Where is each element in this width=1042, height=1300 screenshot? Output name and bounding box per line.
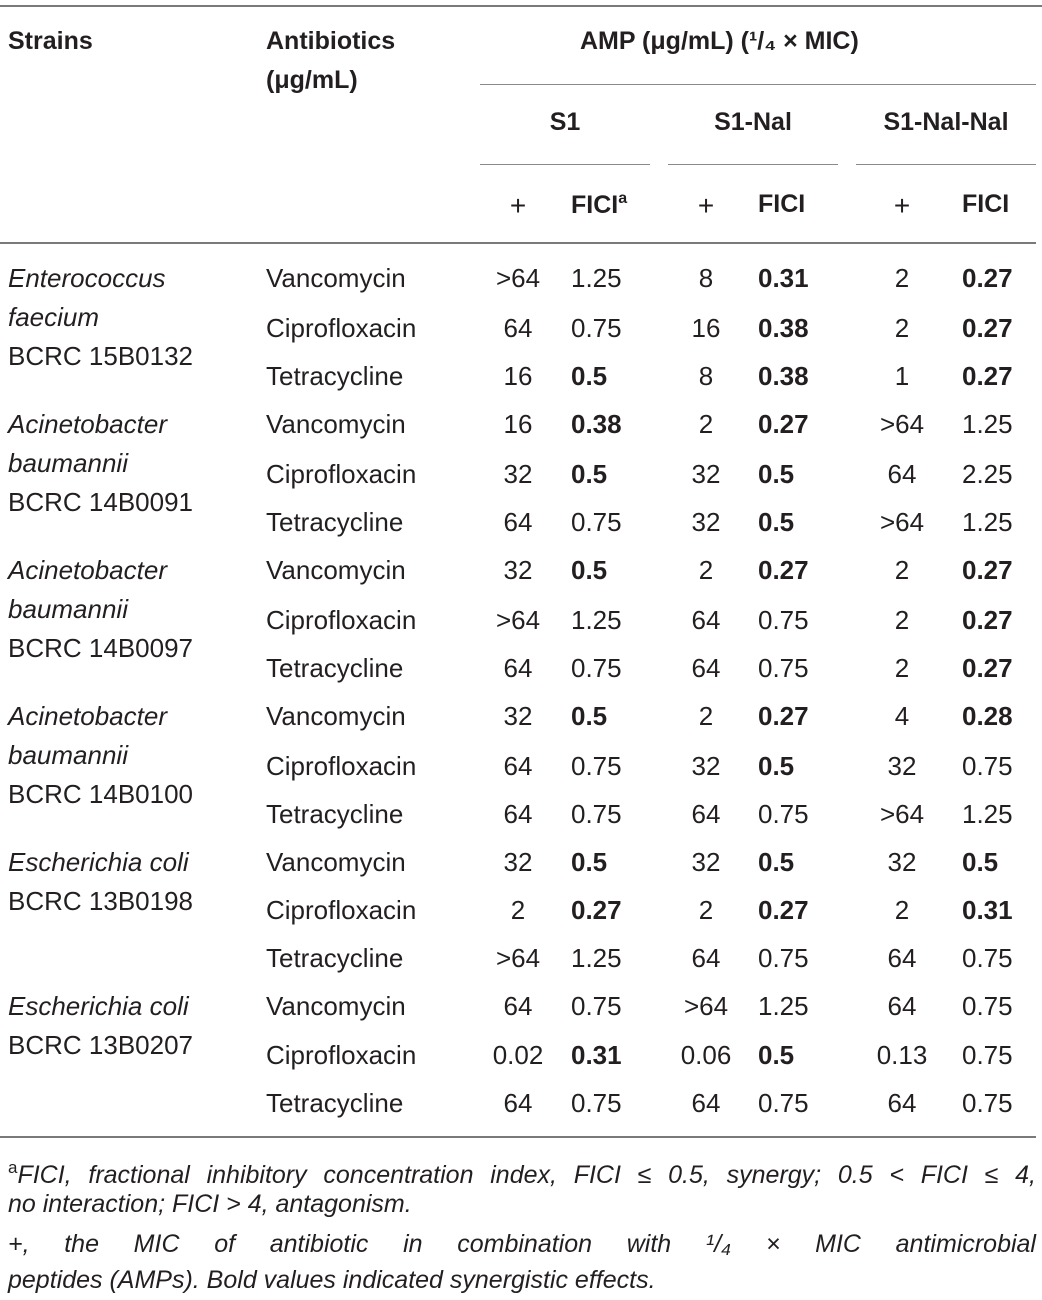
mic-value: 2 (894, 555, 910, 585)
fici-value: 2.25 (962, 459, 1013, 489)
fici-value: 0.75 (962, 991, 1013, 1021)
fici-value: 0.5 (758, 847, 795, 877)
fici-value: 0.27 (962, 263, 1013, 293)
mic-value: 64 (503, 991, 533, 1021)
strain-name: Escherichia coli (8, 991, 189, 1021)
header-bottom-rule (0, 242, 1036, 244)
footnote-plus-line1: +, the MIC of antibiotic in combination with ¹/₄ × MIC antimicrobial (8, 1230, 1036, 1258)
strain-code: BCRC 13B0198 (8, 886, 193, 916)
fici-value: 0.5 (758, 507, 795, 537)
fici-value: 0.5 (758, 459, 795, 489)
mic-value: 2 (894, 263, 910, 293)
antibiotic-name: Ciprofloxacin (266, 459, 417, 489)
mic-value: 0.02 (492, 1040, 544, 1070)
mic-value: 64 (691, 943, 721, 973)
fici-value: 1.25 (571, 263, 622, 293)
mic-value: 64 (887, 1088, 917, 1118)
fici-value: 0.5 (571, 459, 608, 489)
group-header-s1-nal: S1-Nal (714, 108, 792, 136)
mic-value: 32 (503, 847, 533, 877)
footnote-plus-line2: peptides (AMPs). Bold values indicated synergistic effects. (8, 1266, 656, 1294)
fici-value: 0.75 (571, 507, 622, 537)
fici-value: 0.75 (962, 1040, 1013, 1070)
antibiotic-name: Vancomycin (266, 409, 406, 439)
mic-value: 64 (503, 313, 533, 343)
fici-value: 1.25 (962, 507, 1013, 537)
strains-header: Strains (8, 27, 93, 55)
fici-value: 0.75 (758, 653, 809, 683)
mic-value: 64 (503, 799, 533, 829)
mic-value: 2 (698, 555, 714, 585)
fici-value: 0.27 (571, 895, 622, 925)
antibiotic-name: Vancomycin (266, 555, 406, 585)
mic-value: 64 (691, 799, 721, 829)
s1-group-rule (480, 164, 650, 165)
fici-value: 0.75 (571, 799, 622, 829)
mic-value: 16 (503, 361, 533, 391)
mic-value: 64 (887, 459, 917, 489)
fici-value: 0.27 (758, 895, 809, 925)
fici-value: 0.5 (758, 751, 795, 781)
amp-header: AMP (μg/mL) (¹/₄ × MIC) (580, 27, 859, 55)
fici-value: 0.75 (571, 1088, 622, 1118)
fici-value: 0.27 (758, 555, 809, 585)
antibiotic-name: Ciprofloxacin (266, 751, 417, 781)
fici-header-s1-nal: FICI (758, 190, 806, 218)
fici-value: 0.38 (571, 409, 622, 439)
mic-value: 32 (887, 847, 917, 877)
footnote-a-line1: $^a$FICI, fractional inhibitory concentration index, FICI ≤ 0.5, synergy; 0.5 < FICI ≤ 4, (8, 1158, 1036, 1189)
fici-value: 0.5 (571, 847, 608, 877)
mic-value: 0.13 (876, 1040, 928, 1070)
mic-value: 32 (503, 701, 533, 731)
fici-value: 0.38 (758, 313, 809, 343)
mic-value: 2 (894, 653, 910, 683)
antibiotic-name: Tetracycline (266, 1088, 404, 1118)
mic-value: >64 (683, 991, 729, 1021)
mic-value: 64 (503, 507, 533, 537)
antibiotics-unit-header: (μg/mL) (266, 66, 358, 94)
antibiotic-name: Vancomycin (266, 701, 406, 731)
mic-value: >64 (879, 507, 925, 537)
mic-value: >64 (495, 263, 541, 293)
fici-value: 0.38 (758, 361, 809, 391)
mic-value: 4 (894, 701, 910, 731)
antibiotic-name: Tetracycline (266, 361, 404, 391)
strain-name: Acinetobacter (8, 555, 167, 585)
mic-value: 32 (503, 459, 533, 489)
antibiotic-name: Tetracycline (266, 799, 404, 829)
mic-value: 2 (510, 895, 526, 925)
fici-header-s1: FICI$^a$ (571, 190, 628, 219)
fici-value: 0.31 (758, 263, 809, 293)
fici-value: 0.75 (962, 751, 1013, 781)
group-header-s1-nal-nal: S1-Nal-Nal (883, 108, 1009, 136)
strain-name: baumannii (8, 448, 128, 478)
mic-value: >64 (879, 409, 925, 439)
mic-value: >64 (495, 605, 541, 635)
fici-value: 0.5 (962, 847, 999, 877)
mic-value: 32 (691, 459, 721, 489)
fici-value: 0.75 (962, 943, 1013, 973)
mic-value: 32 (691, 751, 721, 781)
fici-value: 0.27 (962, 313, 1013, 343)
strain-code: BCRC 14B0091 (8, 487, 193, 517)
fici-value: 0.75 (758, 943, 809, 973)
fici-value: 1.25 (758, 991, 809, 1021)
s1nalnal-group-rule (856, 164, 1036, 165)
antibiotic-name: Ciprofloxacin (266, 1040, 417, 1070)
antibiotics-header: Antibiotics (266, 27, 396, 55)
mic-value: 2 (698, 409, 714, 439)
mic-value: 8 (698, 361, 714, 391)
mic-value: 1 (894, 361, 910, 391)
mic-value: 64 (691, 653, 721, 683)
mic-value: 64 (503, 1088, 533, 1118)
fici-value: 0.75 (571, 313, 622, 343)
strain-code: BCRC 14B0100 (8, 779, 193, 809)
plus-header-s1-nal: + (697, 190, 715, 221)
strain-name: Acinetobacter (8, 409, 167, 439)
mic-value: >64 (495, 943, 541, 973)
fici-value: 1.25 (962, 799, 1013, 829)
group-header-s1: S1 (549, 108, 581, 136)
fici-value: 0.31 (571, 1040, 622, 1070)
fici-value: 0.5 (571, 555, 608, 585)
mic-value: 8 (698, 263, 714, 293)
mic-value: 16 (691, 313, 721, 343)
mic-value: 2 (698, 701, 714, 731)
mic-value: 2 (894, 313, 910, 343)
amp-group-rule (480, 84, 1036, 85)
mic-value: 64 (887, 991, 917, 1021)
mic-value: >64 (879, 799, 925, 829)
fici-value: 0.27 (758, 701, 809, 731)
mic-value: 32 (691, 847, 721, 877)
mic-value: 2 (698, 895, 714, 925)
mic-value: 2 (894, 605, 910, 635)
mic-value: 0.06 (680, 1040, 732, 1070)
strain-name: faecium (8, 302, 100, 332)
fici-value: 1.25 (571, 605, 622, 635)
strain-name: Enterococcus (8, 263, 166, 293)
antibiotic-name: Ciprofloxacin (266, 605, 417, 635)
antibiotic-name: Ciprofloxacin (266, 313, 417, 343)
fici-value: 0.75 (962, 1088, 1013, 1118)
fici-value: 0.75 (571, 991, 622, 1021)
s1nal-group-rule (668, 164, 838, 165)
strain-name: baumannii (8, 740, 128, 770)
antibiotic-name: Tetracycline (266, 507, 404, 537)
antibiotic-name: Tetracycline (266, 653, 404, 683)
table-bottom-rule (0, 1136, 1036, 1138)
fici-header-s1-nal-nal: FICI (962, 190, 1010, 218)
strain-name: baumannii (8, 594, 128, 624)
fici-value: 0.75 (571, 751, 622, 781)
mic-value: 64 (503, 751, 533, 781)
mic-value: 64 (691, 1088, 721, 1118)
strain-name: Acinetobacter (8, 701, 167, 731)
mic-value: 32 (887, 751, 917, 781)
fici-value: 0.75 (758, 605, 809, 635)
mic-value: 2 (894, 895, 910, 925)
fici-value: 0.5 (571, 701, 608, 731)
mic-value: 32 (691, 507, 721, 537)
strain-code: BCRC 14B0097 (8, 633, 193, 663)
mic-value: 32 (503, 555, 533, 585)
plus-header-s1-nal-nal: + (893, 190, 911, 221)
mic-value: 64 (503, 653, 533, 683)
fici-value: 0.27 (962, 361, 1013, 391)
footnote-a-line2: no interaction; FICI > 4, antagonism. (8, 1190, 412, 1218)
fici-value: 0.75 (758, 1088, 809, 1118)
antibiotic-name: Tetracycline (266, 943, 404, 973)
fici-value: 0.5 (571, 361, 608, 391)
strain-code: BCRC 15B0132 (8, 341, 193, 371)
mic-value: 64 (887, 943, 917, 973)
fici-value: 0.5 (758, 1040, 795, 1070)
fici-value: 0.28 (962, 701, 1013, 731)
fici-value: 1.25 (962, 409, 1013, 439)
fici-value: 0.27 (962, 653, 1013, 683)
plus-header-s1: + (509, 190, 527, 221)
strain-name: Escherichia coli (8, 847, 189, 877)
antibiotic-name: Ciprofloxacin (266, 895, 417, 925)
antibiotic-name: Vancomycin (266, 991, 406, 1021)
mic-value: 16 (503, 409, 533, 439)
mic-value: 64 (691, 605, 721, 635)
fici-value: 0.27 (962, 605, 1013, 635)
fici-value: 0.27 (962, 555, 1013, 585)
fici-value: 0.75 (571, 653, 622, 683)
fici-value: 0.75 (758, 799, 809, 829)
antibiotic-name: Vancomycin (266, 263, 406, 293)
antibiotic-name: Vancomycin (266, 847, 406, 877)
strain-code: BCRC 13B0207 (8, 1030, 193, 1060)
fici-value: 1.25 (571, 943, 622, 973)
table-top-rule (0, 5, 1042, 7)
fici-value: 0.31 (962, 895, 1013, 925)
fici-value: 0.27 (758, 409, 809, 439)
